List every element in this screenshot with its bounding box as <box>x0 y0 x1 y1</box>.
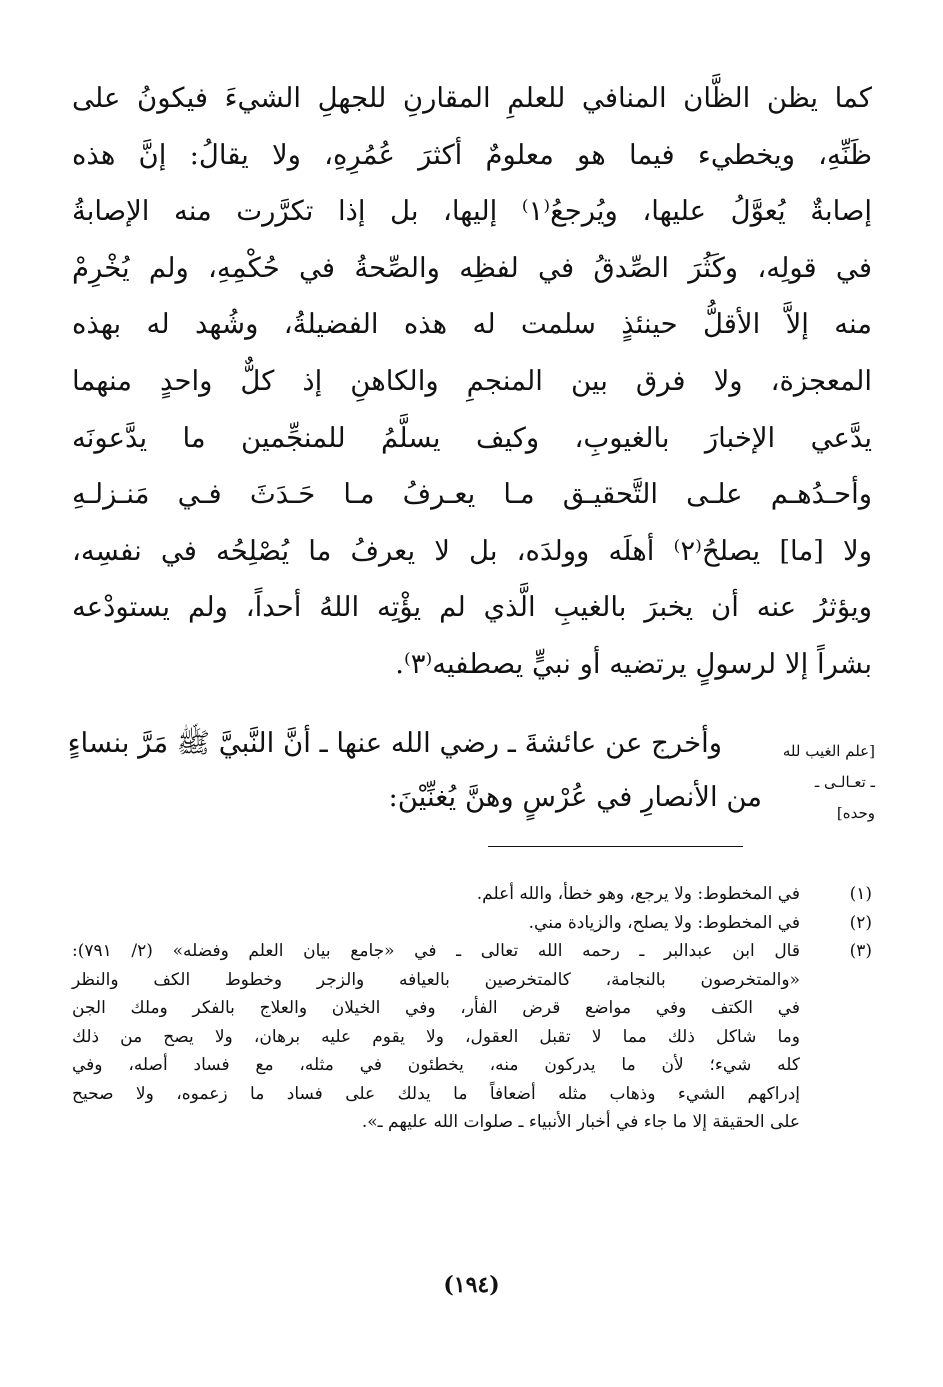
footnote-line: في المخطوط: ولا يرجع، وهو خطأ، والله أعلم. <box>476 884 800 904</box>
footnote-text <box>72 909 800 938</box>
text-line: منه إلاَّ الأقلُّ حينئذٍ سلمت له هذه الفضيلةُ، وشُهد له بهذه <box>72 308 872 341</box>
footnote-line: في الكتف وفي مواضع قرض الفأر، وفي الخيلان والعلاج بالفكر وملك الجن <box>72 998 800 1018</box>
footnote-text <box>72 937 800 1137</box>
footnote-line: قال ابن عبدالبر ـ رحمه الله تعالى ـ في «جامع بيان العلم وفضله» (٢/ ٧٩١): <box>72 941 800 961</box>
footnote-number: (١) <box>849 884 872 904</box>
text-line: المعجزة، ولا فرق بين المنجمِ والكاهنِ إذ كلٌّ واحدٍ منهما <box>72 364 872 397</box>
footnote-number: (٢) <box>849 912 872 933</box>
footnote-line: كله شيء؛ لأن ما يدركون منه، يخطئون في مثله، مع فساد أصله، وفي <box>72 1055 800 1075</box>
main-paragraph <box>72 70 872 693</box>
margin-heading-line: [علم الغيب لله <box>782 742 875 760</box>
footnote-line: وما شاكل ذلك مما لا تقبل العقول، ولا يقوم عليه برهان، ولا يصح من ذلك <box>72 1026 800 1047</box>
text-line: من الأنصارِ في عُرْسٍ وهنَّ يُغنِّيْنَ: <box>388 781 762 813</box>
text-line: ويؤثرُ عنه أن يخبرَ بالغيبِ الَّذي لم يؤْتِه اللهُ أحداً، ولم يستودْعه <box>72 591 872 624</box>
text-line: يدَّعي الإخبارَ بالغيوبِ، وكيف يسلَّمُ للمنجِّمين ما يدَّعونَه <box>72 421 872 454</box>
page-number: (١٩٤) <box>443 1272 500 1298</box>
text-line: كما يظن الظَّان المنافي للعلمِ المقارنِ للجهلِ الشيءَ فيكونُ على <box>72 82 872 114</box>
footnote-1 <box>72 880 872 909</box>
text-line: وأخرج عن عائشةَ ـ رضي الله عنها ـ أنَّ النَّبيَّ ﷺ مَرَّ بنساءٍ <box>67 727 722 759</box>
text-line: في قولِه، وكَثُرَ الصِّدقُ في لفظِه والصِّحةُ في حُكْمِهِ، ولم يُخْرِمْ <box>72 251 872 284</box>
text-line: إصابةٌ يُعوَّلُ عليها، ويُرجعُ⁽١⁾ إليها، بل إذا تكرَّرت منه الإصابةُ <box>72 195 872 228</box>
footnote-line: إدراكهم الشيء وذهاب مثله أضعافاً ما يدلك على فساد ما زعموه، ولا صحيح <box>72 1083 800 1104</box>
text-line: وأحـدُهـم علـى التَّحقيـق مـا يعـرفُ مـا حَـدَثَ فـي مَنـزلـهِ <box>72 478 872 511</box>
footnotes <box>72 880 872 1137</box>
margin-heading-line: ـ تعـالـى ـ <box>814 773 875 791</box>
footnote-line: «والمتخرصون بالنجامة، كالمتخرصين بالعيافه والزجر وخطوط الكف والنظر <box>72 969 800 990</box>
footnote-line: في المخطوط: ولا يصلح، والزيادة مني. <box>528 912 800 933</box>
footnote-number: (٣) <box>849 941 872 961</box>
text-line: ظَنِّهِ، ويخطيء فيما هو معلومٌ أكثرَ عُمُرِهِ، ولا يقالُ: إنَّ هذه <box>72 138 872 171</box>
text-line: بشراً إلا لرسولٍ يرتضيه أو نبيٍّ يصطفيه⁽٣⁾. <box>395 647 872 680</box>
footnote-line: على الحقيقة إلا ما جاء في أخبار الأنبياء ـ صلوات الله عليهم ـ». <box>361 1112 800 1132</box>
footnote-text <box>72 880 800 909</box>
footnote-separator <box>488 846 743 847</box>
footnote-2 <box>72 909 872 938</box>
margin-heading-line: وحده] <box>836 804 875 822</box>
text-line: ولا [ما] يصلحُ⁽٢⁾ أهلَه وولدَه، بل لا يعرفُ ما يُصْلِحُه في نفسِه، <box>72 534 872 567</box>
margin-heading <box>782 736 875 829</box>
footnote-3 <box>72 937 872 1137</box>
hadith-paragraph <box>67 716 762 824</box>
